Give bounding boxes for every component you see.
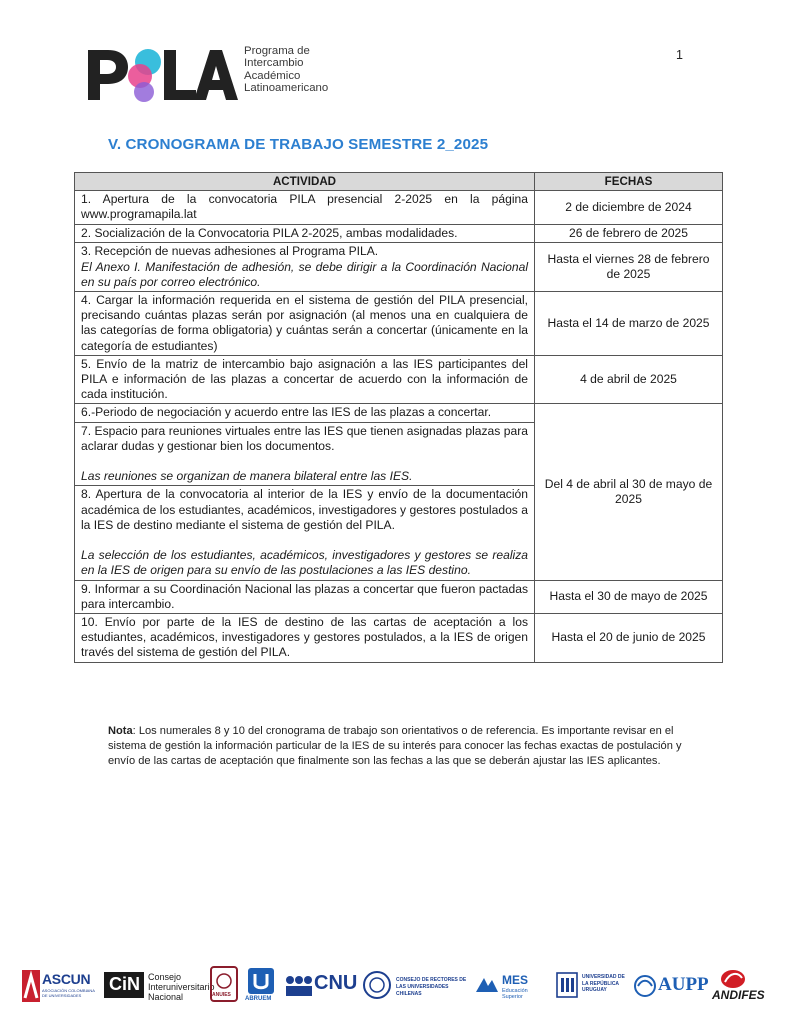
abruem-name: ABRUEM <box>245 996 272 1002</box>
table-row <box>75 580 723 613</box>
table-row <box>75 355 723 404</box>
crue-logo <box>362 966 468 1006</box>
andifes-logo <box>712 966 782 1006</box>
activity-cell: 9. Informar a su Coordinación Nacional las plazas a concertar que fueron pactadas para intercambio. <box>75 580 535 613</box>
pila-logo-wordmark <box>86 40 238 106</box>
partner-logos <box>22 966 782 1006</box>
activity-cell: 10. Envío por parte de la IES de destino de las cartas de aceptación a los estudiantes, académicos, investigadores y gestores postulados, a la IES de origen través del sistema de gestión del PILA. <box>75 614 535 663</box>
table-row <box>75 243 723 292</box>
ascun-name: ASCUN <box>42 971 91 987</box>
activity-cell: 3. Recepción de nuevas adhesiones al Programa PILA. El Anexo I. Manifestación de adhesión, se debe dirigir a la Coordinación Nacional en su país por correo electrónico. <box>75 243 535 292</box>
andifes-name: ANDIFES <box>712 988 765 1002</box>
activity-cell: 6.-Periodo de negociación y acuerdo entre las IES de las plazas a concertar. <box>75 404 535 422</box>
cin-mark: CiN <box>109 974 140 994</box>
schedule-table <box>74 172 723 663</box>
table-row <box>75 191 723 225</box>
crue-name: CONSEJO DE RECTORES DE LAS UNIVERSIDADES CHILENAS <box>396 977 467 997</box>
date-cell: 4 de abril de 2025 <box>535 355 723 404</box>
date-cell: Hasta el 14 de marzo de 2025 <box>535 292 723 356</box>
logo-line: Intercambio <box>244 57 304 70</box>
mes-subtitle: Educación Superior <box>502 988 528 1000</box>
pila-logo <box>86 40 346 106</box>
column-header-activity: ACTIVIDAD <box>75 173 535 191</box>
section-title: V. CRONOGRAMA DE TRABAJO SEMESTRE 2_2025 <box>108 136 489 153</box>
udelar-logo <box>556 966 628 1006</box>
activity-cell: 7. Espacio para reuniones virtuales entre las IES que tienen asignadas plazas para aclarar dudas y gestionar bien los documentos. Las reuniones se organizan de manera bilateral entre las IES. <box>75 422 535 486</box>
date-cell: 26 de febrero de 2025 <box>535 225 723 243</box>
cnu-name: CNU <box>314 972 358 994</box>
anuies-logo <box>210 966 238 1006</box>
aupp-logo <box>634 966 709 1006</box>
ascun-logo <box>22 966 100 1006</box>
table-row <box>75 614 723 663</box>
table-row <box>75 404 723 422</box>
pila-logo-text <box>244 45 328 95</box>
cnu-logo <box>284 966 356 1006</box>
page-number: 1 <box>676 48 683 62</box>
anuies-name: ANUIES <box>212 992 231 998</box>
date-cell: Hasta el 20 de junio de 2025 <box>535 614 723 663</box>
logo-line: Latinoamericano <box>244 82 329 95</box>
mes-name: MES <box>502 973 529 987</box>
cin-text: Consejo Interuniversitario Nacional <box>148 972 215 1002</box>
activity-cell: 1. Apertura de la convocatoria PILA presencial 2-2025 en la página www.programapila.lat <box>75 191 535 225</box>
table-row <box>75 225 723 243</box>
table-header-row <box>75 173 723 191</box>
note-text: : Los numerales 8 y 10 del cronograma de trabajo son orientativos o de referencia. Es importante revisar en el sistema de gestión la información particular de la IES de su interés para conocer las fechas exactas de postulación y envío de las cartas de aceptación que finalmente son las fechas a las que se deberán ajustar las IES aplicantes. <box>108 725 682 767</box>
date-cell: Hasta el viernes 28 de febrero de 2025 <box>535 243 723 292</box>
date-cell: 2 de diciembre de 2024 <box>535 191 723 225</box>
abruem-logo <box>244 966 278 1006</box>
activity-cell: 8. Apertura de la convocatoria al interior de la IES y envío de la documentación académica de los estudiantes, académicos, investigadores y gestores postulados a la IES de destino mediante el sistema de gestión del PILA. La selección de los estudiantes, académicos, investigadores y gestores se realiza en la IES de origen para su envío de las postulaciones a las IES destino. <box>75 486 535 580</box>
footnote <box>108 724 682 769</box>
udelar-name: UNIVERSIDAD DE LA REPÚBLICA URUGUAY <box>582 974 625 993</box>
date-cell-merged: Del 4 de abril al 30 de mayo de 2025 <box>535 404 723 580</box>
aupp-name: AUPP <box>658 974 709 995</box>
mes-logo <box>474 966 548 1006</box>
ascun-subtitle: ASOCIACIÓN COLOMBIANA DE UNIVERSIDADES <box>42 988 95 998</box>
logo-line: Académico <box>244 69 301 82</box>
logo-line: Programa de <box>244 45 310 57</box>
note-label: Nota <box>108 725 133 737</box>
activity-cell: 4. Cargar la información requerida en el sistema de gestión del PILA presencial, precisando cuántas plazas serán por asignación (al menos una en cualquiera de las categorías de forma obligatoria) y cuántas serán a concertar (únicamente en la categoría de estudiantes) <box>75 292 535 356</box>
date-cell: Hasta el 30 de mayo de 2025 <box>535 580 723 613</box>
activity-note: Las reuniones se organizan de manera bilateral entre las IES. <box>81 469 413 484</box>
column-header-dates: FECHAS <box>535 173 723 191</box>
activity-cell: 5. Envío de la matriz de intercambio bajo asignación a las IES participantes del PILA e información de las plazas a concertar de acuerdo con la información de cada institución. <box>75 355 535 404</box>
table-row <box>75 292 723 356</box>
activity-note: El Anexo I. Manifestación de adhesión, se debe dirigir a la Coordinación Nacional en su país por correo electrónico. <box>81 259 528 289</box>
activity-note: La selección de los estudiantes, académicos, investigadores y gestores se realiza en la IES de origen para su envío de las postulaciones a las IES destino. <box>81 548 528 578</box>
activity-cell: 2. Socialización de la Convocatoria PILA 2-2025, ambas modalidades. <box>75 225 535 243</box>
cin-logo <box>104 966 215 1006</box>
